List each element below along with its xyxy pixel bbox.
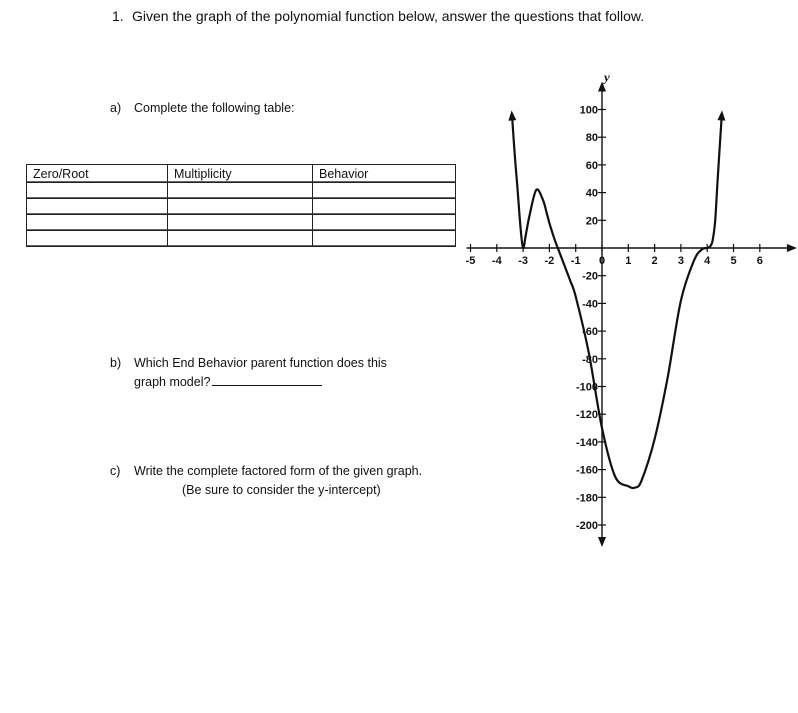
x-tick-label: 3 [677,255,684,267]
col-header-multiplicity: Multiplicity [168,165,313,183]
y-tick-label: 80 [585,132,598,145]
y-tick-label: -160 [575,464,598,477]
part-c-label: c) [110,464,121,478]
x-tick-label: -5 [465,255,476,267]
y-tick-label: 60 [585,159,598,172]
x-tick-label: 0 [598,255,606,267]
y-tick-label: -20 [582,270,598,283]
question-number: 1. [112,8,124,24]
x-tick-label: 6 [756,255,763,267]
y-tick-label: -60 [582,326,598,339]
part-b-line1: Which End Behavior parent function does this [134,356,387,370]
x-tick-label: 4 [704,255,711,267]
y-tick-label: -120 [575,409,598,422]
y-tick-label: -140 [575,436,598,449]
part-c-line1: Write the complete factored form of the given graph. [134,464,423,478]
x-tick-label: 5 [730,255,737,267]
y-tick-label: -40 [582,298,598,311]
y-tick-label: 100 [579,104,598,117]
y-tick-label: -100 [575,381,598,394]
curve-right-arrow [717,110,725,120]
y-tick-label: -200 [575,520,598,532]
curve-left-arrow [508,110,516,120]
polynomial-curve [512,116,722,488]
part-a-text: Complete the following table: [134,101,295,115]
x-tick-label: 2 [651,255,658,267]
part-c-line2: (Be sure to consider the y-intercept) [182,483,381,497]
y-tick-label: 20 [585,215,598,228]
x-tick-label: -1 [570,255,581,267]
x-axis-arrow [787,244,797,252]
y-axis-name: y [604,69,610,85]
axes [467,70,798,548]
part-b-label: b) [110,356,122,370]
y-tick-label: -180 [575,492,598,505]
x-tick-label: -3 [518,255,528,267]
question-text: Given the graph of the polynomial function below, answer the questions that follow. [132,8,645,24]
col-header-zero-root: Zero/Root [27,165,168,183]
x-tick-label: -4 [491,255,502,267]
curve-layer [508,110,725,488]
col-header-behavior: Behavior [313,165,456,183]
x-tick-label: 1 [625,255,632,267]
y-tick-label: -80 [582,353,598,366]
part-b-line2: graph model? [134,375,211,389]
y-axis-arrow-down [598,537,606,547]
x-tick-label: -2 [544,255,555,267]
part-a-label: a) [110,101,122,115]
y-tick-label: 40 [585,187,598,200]
